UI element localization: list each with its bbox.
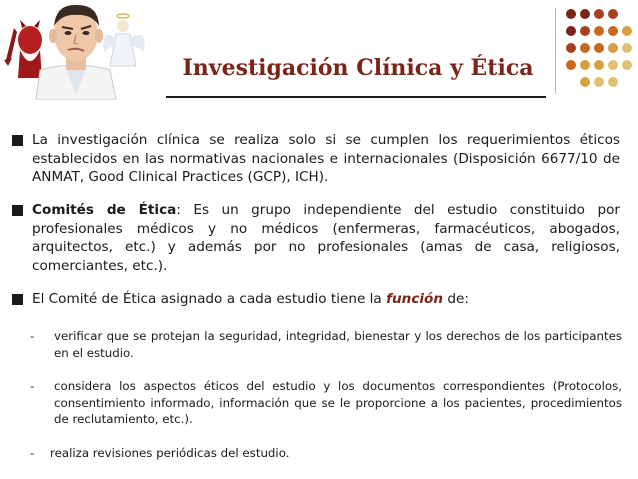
dot [566,43,576,53]
dot [566,26,576,36]
dash-item [30,328,622,362]
dash-marker: - [30,446,35,460]
angel-figure-icon [103,14,145,66]
dot [594,43,604,53]
dash-text: verificar que se protejan la seguridad, integridad, bienestar y los derechos de los participantes en el estudio. [54,329,622,360]
square-bullet-icon [12,205,23,216]
dash-marker: - [30,379,35,393]
dot [622,60,632,70]
dot [594,9,604,19]
dot [566,9,576,19]
dot [608,77,618,87]
dot [622,26,632,36]
dot [580,77,590,87]
doctor-with-devil-and-angel-icon [0,0,160,100]
decorative-dots [564,8,634,94]
dot [580,26,590,36]
bullet-item [12,290,620,310]
devil-figure-icon [4,20,42,78]
dash-item [30,378,622,428]
dot [608,60,618,70]
slide-title: Investigación Clínica y Ética [182,55,534,81]
dot [594,77,604,87]
dash-marker: - [30,329,35,343]
square-bullet-icon [12,294,23,305]
doctor-figure-icon [36,5,116,100]
bullet-text [32,290,620,309]
dot [594,26,604,36]
dash-text: realiza revisiones periódicas del estudio. [50,446,290,460]
dot [566,60,576,70]
bullet-item [12,201,620,277]
bullet-definition: : Es un grupo independiente del estudio constituido por profesionales médicos y no médicos (enfermeras, farmacéuticos, abogados, arquitectos, etc.) y además por no profesionales (amas de casa, religiosos, comerciantes, etc.). [32,202,620,274]
title-underline [166,96,546,98]
dash-text: considera los aspectos éticos del estudio y los documentos correspondientes (Protocolos, consentimiento informado, información que se le proporcione a los pacientes, procedimientos de reclutamiento, etc.). [54,379,622,426]
dot [594,60,604,70]
dot [608,9,618,19]
bullet-text: La investigación clínica se realiza solo si se cumplen los requerimientos éticos establecidos en las normativas nacionales e internacionales (Disposición 6677/10 de ANMAT, Good Clinical Practices (GCP), ICH). [32,132,620,185]
dot [580,43,590,53]
bullet-text-before: El Comité de Ética asignado a cada estudio tiene la [32,291,387,307]
dot [622,43,632,53]
dot [608,26,618,36]
bullet-emphasis: función [386,291,444,307]
bullet-text-after: de: [443,291,469,307]
dot [608,43,618,53]
dot [580,60,590,70]
square-bullet-icon [12,135,23,146]
dash-item [30,445,622,463]
bullet-term: Comités de Ética [32,202,177,218]
bullet-text [32,201,620,275]
dot [580,9,590,19]
divider-line [555,8,556,94]
bullet-item [12,131,620,187]
